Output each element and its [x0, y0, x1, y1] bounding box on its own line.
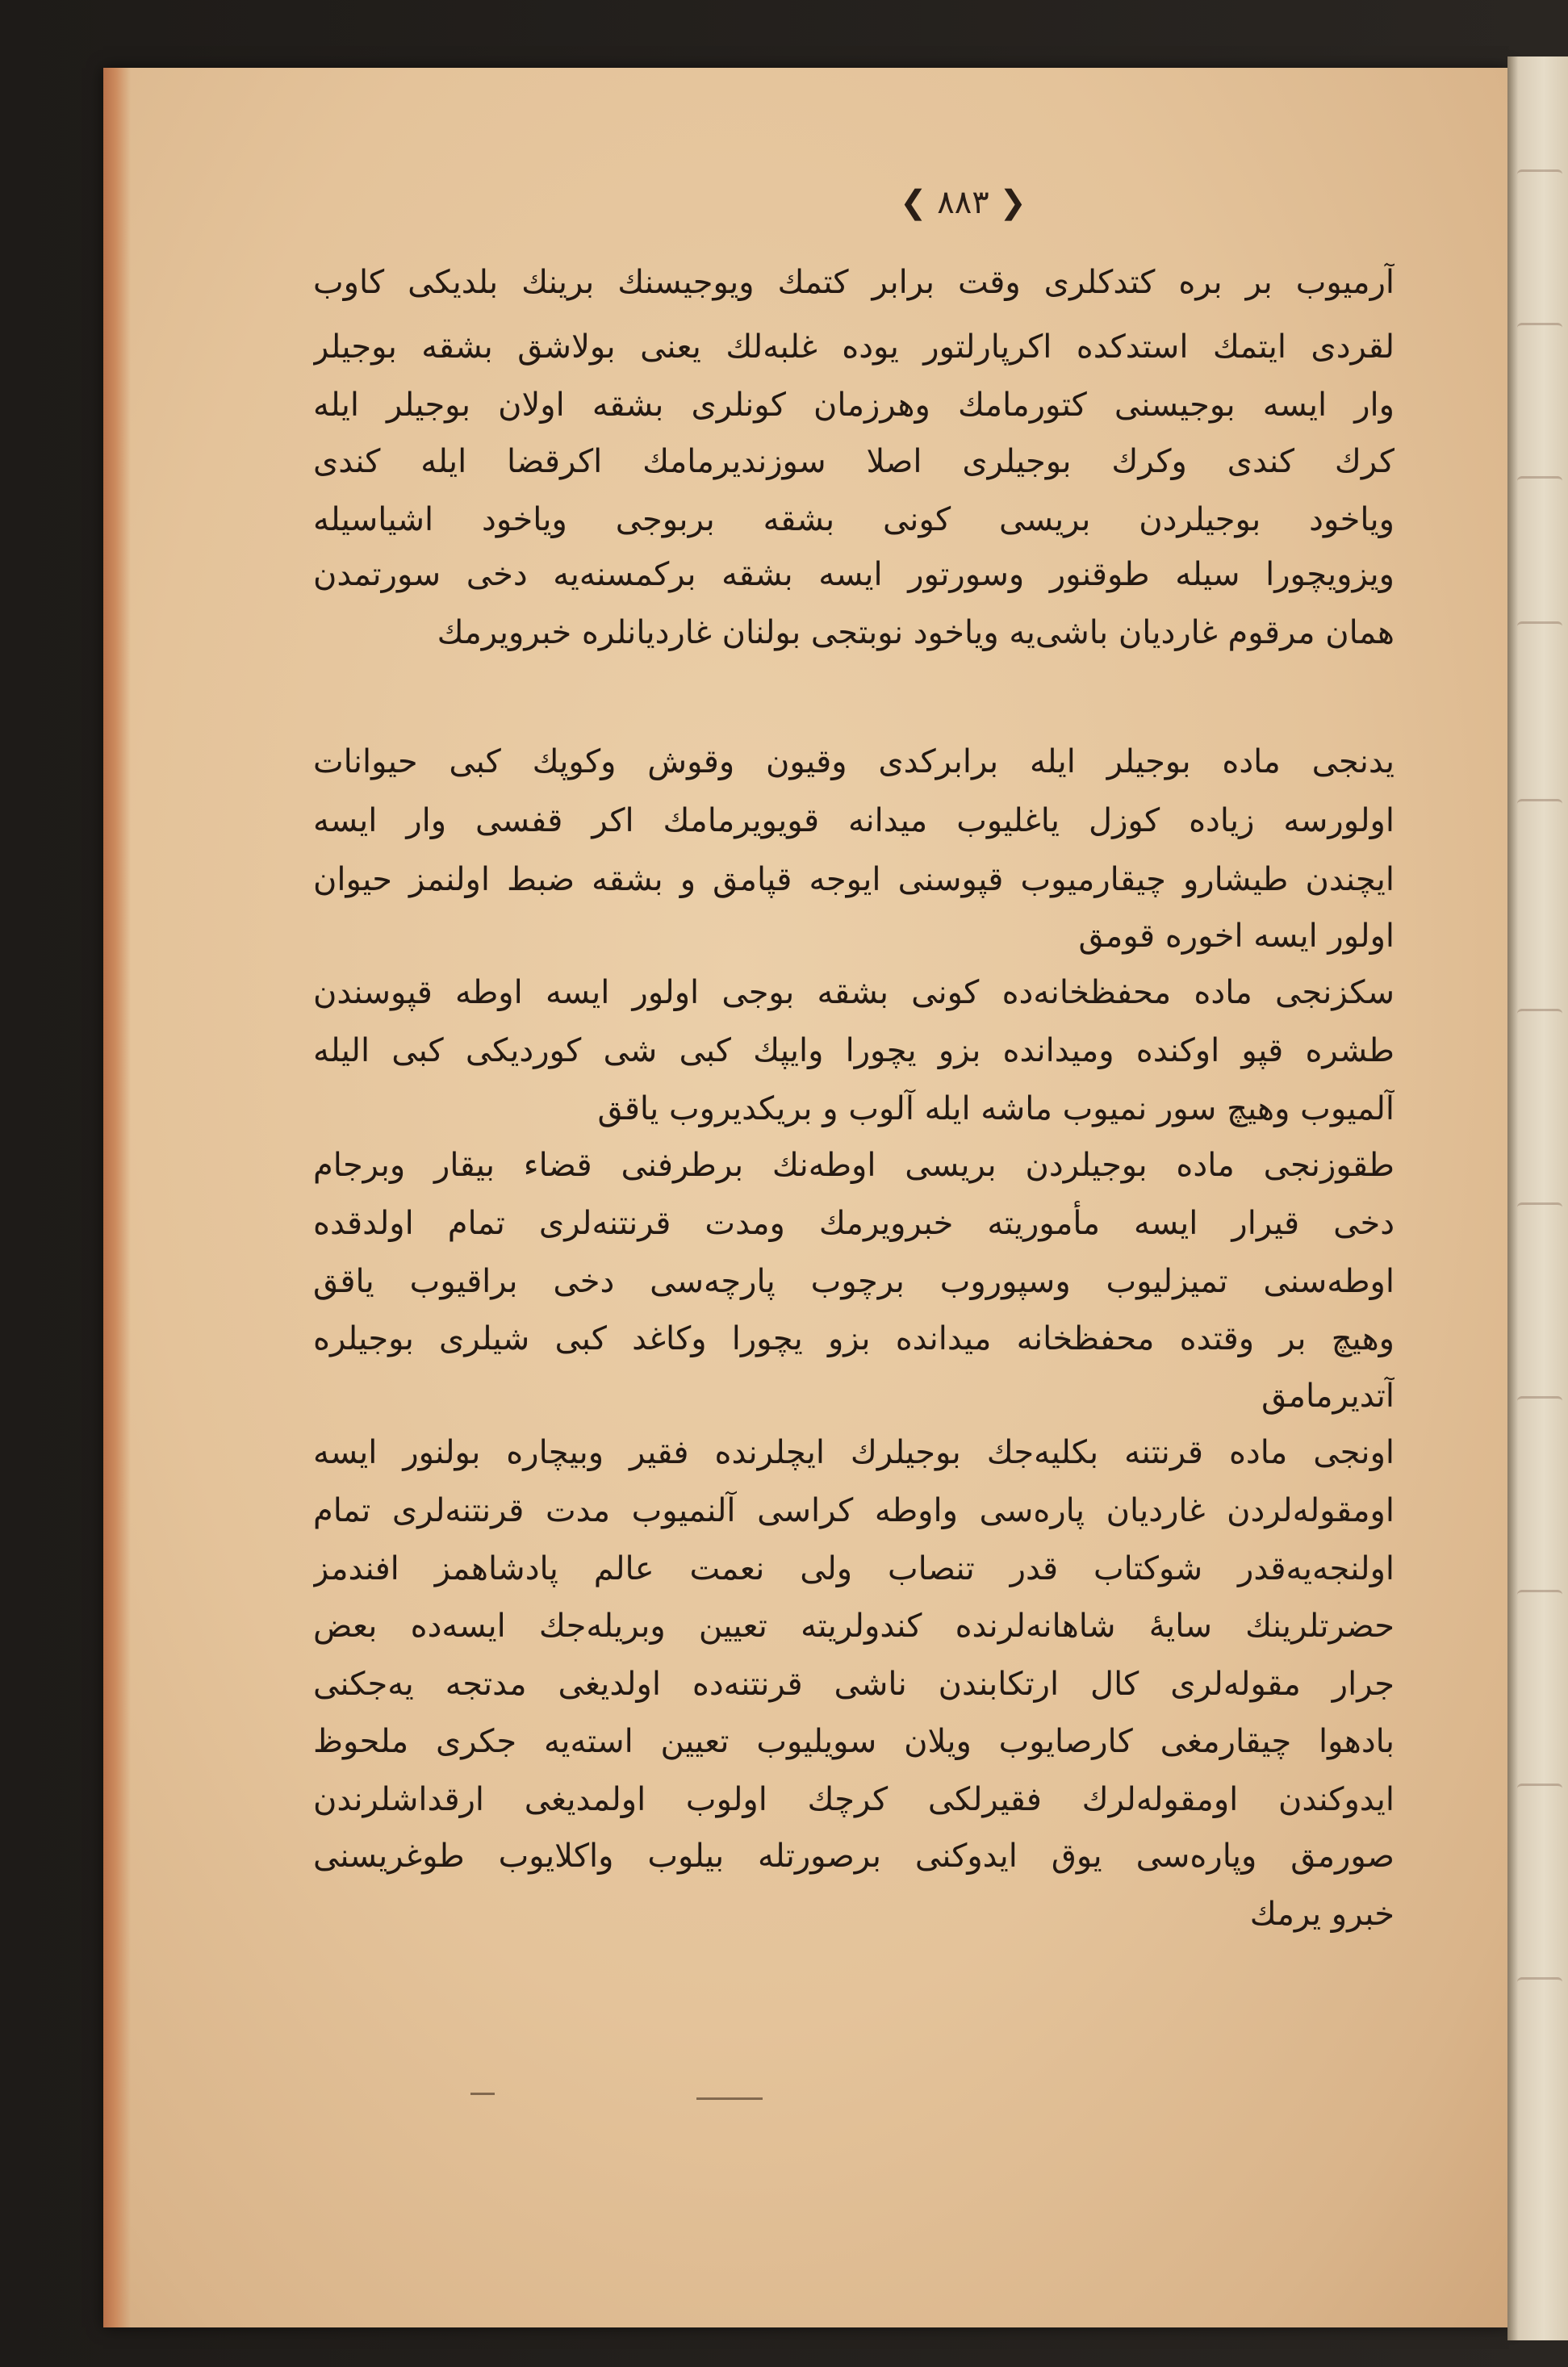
page-binding-edge: [103, 68, 131, 2327]
text-line: بادهوا چیقارمغی کارصایوب ویلان سویلیوب تعیین استه‌یه جکری ملحوظ: [313, 1723, 1394, 1760]
footer-rule-2: [696, 2097, 763, 2100]
text-line: وار ایسه بوجیسنی کتورمامك وهرزمان کونلری بشقه اولان بوجیلر ایله: [313, 387, 1394, 424]
footer-rule-1: [470, 2093, 495, 2095]
text-line: اونجی ماده قرنتنه بکلیه‌جك بوجیلرك ایچلرنده فقیر وبیچاره بولنور ایسه: [313, 1434, 1394, 1471]
text-line: اولورسه زیاده کوزل یاغلیوب میدانه قویویرمامك اکر قفسی وار ایسه: [313, 802, 1394, 839]
text-line: اوطه‌سنی تمیزلیوب وسپوروب برچوب پارچه‌سی دخی براقیوب یاقق: [313, 1263, 1394, 1300]
text-line: یدنجی ماده بوجیلر ایله برابرکدی وقیون وقوش وکوپك کبی حیوانات: [313, 743, 1394, 780]
text-line: کرك کندی وکرك بوجیلری اصلا سوزندیرمامك اکرقضا ایله کندی: [313, 443, 1394, 480]
text-line: طقوزنجی ماده بوجیلردن بریسی اوطه‌نك برطرفنی قضاء بیقار وبرجام: [313, 1147, 1394, 1184]
text-line: حضرتلرینك سایهٔ شاهانه‌لرنده کندولریته تعیین وبریله‌جك ایسه‌ده بعض: [313, 1608, 1394, 1645]
text-line: آتدیرمامق: [1261, 1378, 1394, 1415]
text-line: سکزنجی ماده محفظخانه‌ده کونی بشقه بوجی اولور ایسه اوطه قپوسندن: [313, 974, 1394, 1011]
text-line: ویزویچورا سیله طوقنور وسورتور ایسه بشقه برکمسنه‌یه دخی سورتمدن: [313, 556, 1394, 593]
text-line: آلمیوب وهیچ سور نمیوب ماشه ایله آلوب و بریکدیروب یاقق: [597, 1090, 1394, 1127]
text-line: ویاخود بوجیلردن بریسی کونی بشقه بربوجی ویاخود اشیاسیله: [313, 501, 1394, 538]
text-line: جرار مقوله‌لری کال ارتکابندن ناشی قرنتنه‌ده اولدیغی مدتجه یه‌جکنی: [313, 1666, 1394, 1703]
text-line: وهیچ بر وقتده محفظخانه میدانده بزو یچورا وکاغد کبی شیلری بوجیلره: [313, 1320, 1394, 1357]
page-number: ❮ ۸۸۳ ❯: [900, 184, 1027, 221]
text-line: آرمیوب بر بره کتدکلری وقت برابر کتمك ویوجیسنك برینك بلدیکی کاوب: [313, 264, 1394, 301]
text-line: ایدوکندن اومقوله‌لرك فقیرلکی کرچك اولوب اولمدیغی ارقداشلرندن: [313, 1781, 1394, 1818]
text-line: اولور ایسه اخوره قومق: [1078, 918, 1394, 955]
text-line: صورمق وپاره‌سی یوق ایدوکنی برصورتله بیلوب واکلایوب طوغریسنی: [313, 1838, 1394, 1875]
text-line: طشره قپو اوکنده ومیدانده بزو یچورا وایپك کبی شی کوردیکی کبی الیله: [313, 1032, 1394, 1069]
text-line: اومقوله‌لردن غاردیان پاره‌سی واوطه کراسی آلنمیوب مدت قرنتنه‌لری تمام: [313, 1492, 1394, 1529]
adjacent-page-strip: [1507, 56, 1568, 2340]
text-line: اولنجه‌یه‌قدر شوکتاب قدر تنصاب ولی نعمت عالم پادشاهمز افندمز: [313, 1550, 1394, 1587]
text-line: لقردی ایتمك استدکده اکرپارلتور یوده غلبه‌لك یعنی بولاشق بشقه بوجیلر: [313, 328, 1394, 366]
text-line: همان مرقوم غاردیان باشی‌یه ویاخود نوبتجی بولنان غاردیانلره خبرویرمك: [437, 614, 1394, 651]
text-line: خبرو یرمك: [1249, 1896, 1394, 1933]
text-line: دخی قیرار ایسه مأموریته خبرویرمك ومدت قرنتنه‌لری تمام اولدقده: [313, 1205, 1394, 1242]
text-line: ایچندن طیشارو چیقارمیوب قپوسنی ایوجه قپامق و بشقه ضبط اولنمز حیوان: [313, 861, 1394, 898]
